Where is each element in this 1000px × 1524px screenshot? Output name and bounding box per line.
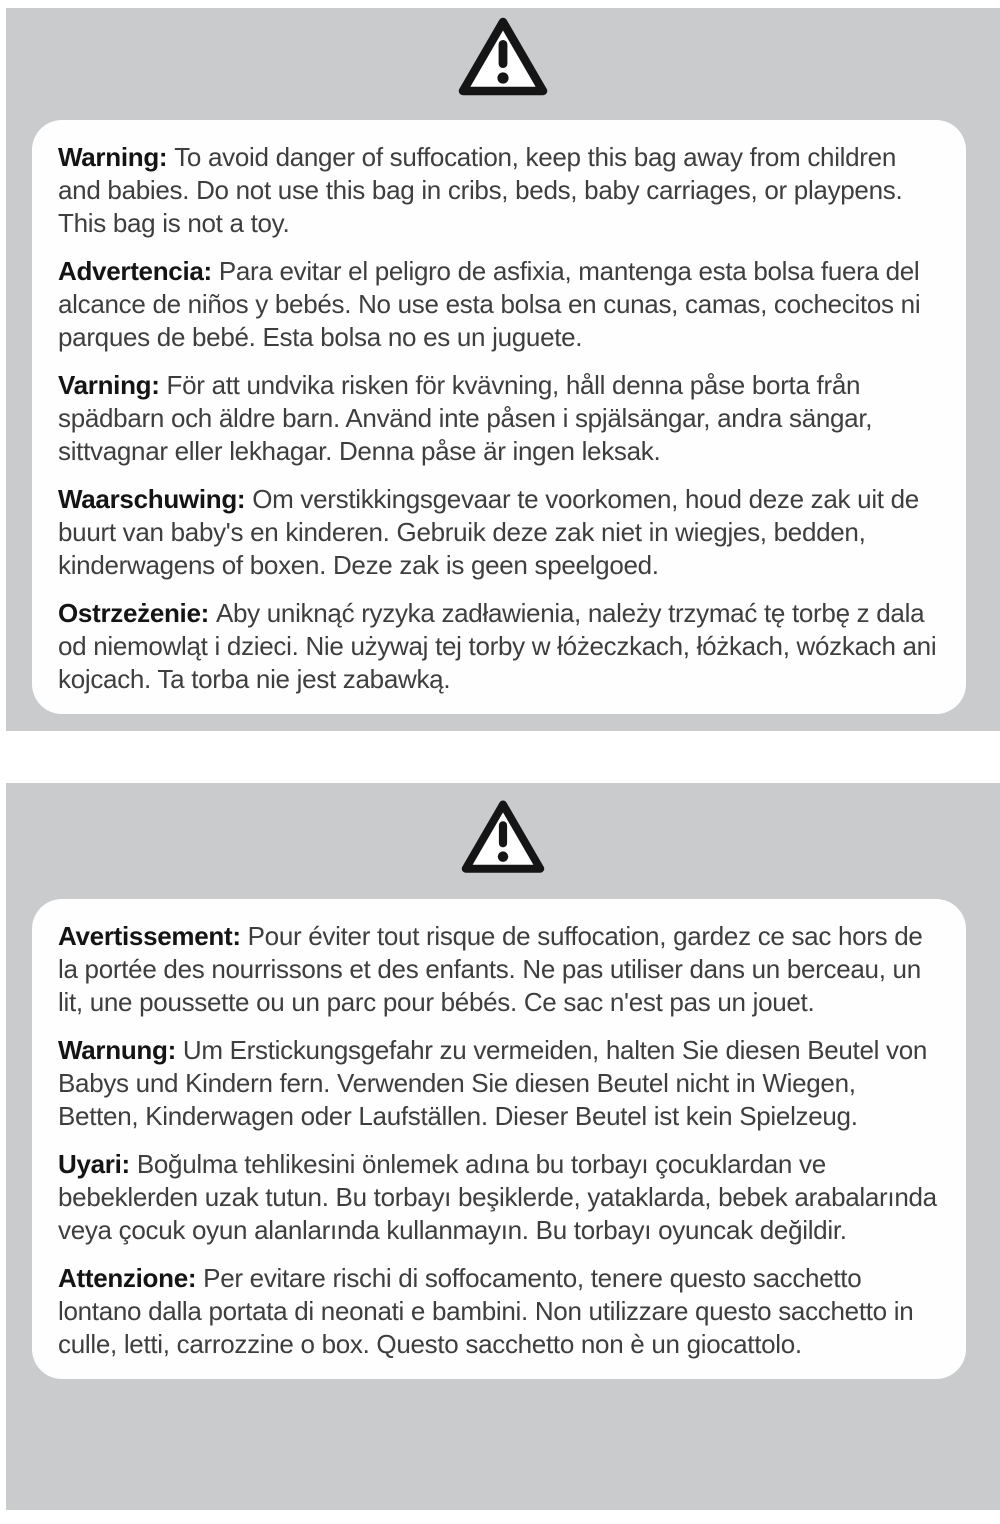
warning-paragraph-it [58, 1262, 938, 1361]
language-label-es: Advertencia: [58, 256, 219, 286]
language-label-pl: Ostrzeżenie: [58, 598, 216, 628]
warning-triangle-icon [6, 783, 1000, 891]
warning-card [32, 120, 966, 714]
language-label-nl: Waarschuwing: [58, 484, 253, 514]
warning-text-tr: Boğulma tehlikesini önlemek adına bu torbayı çocuklardan ve bebeklerden uzak tutun. Bu torbayı beşiklerde, yataklarda, bebek arabalarında veya çocuk oyun alanlarında kullanmayın. Bu torbayı oyuncak değildir. [58, 1149, 937, 1245]
warning-paragraph-nl [58, 483, 938, 582]
warning-text-nl: Om verstikkingsgevaar te voorkomen, houd deze zak uit de buurt van baby's en kinderen. Gebruik deze zak niet in wiegjes, bedden, kinderwagens of boxen. Deze zak is geen speelgoed. [58, 484, 919, 580]
warning-triangle-icon [6, 8, 1000, 108]
warning-paragraph-sv [58, 369, 938, 468]
language-label-it: Attenzione: [58, 1263, 204, 1293]
panel-divider [0, 731, 1000, 783]
language-label-de: Warnung: [58, 1035, 183, 1065]
warning-paragraph-en [58, 141, 938, 240]
warning-text-en: To avoid danger of suffocation, keep this bag away from children and babies. Do not use this bag in cribs, beds, baby carriages, or playpens. This bag is not a toy. [58, 142, 903, 238]
warning-text-sv: För att undvika risken för kvävning, håll denna påse borta från spädbarn och äldre barn. Använd inte påsen i spjälsängar, andra sängar, sittvagnar eller lekhagar. Denna påse är ingen leksak. [58, 370, 873, 466]
language-label-tr: Uyari: [58, 1149, 137, 1179]
warning-paragraph-fr [58, 920, 938, 1019]
warning-card [32, 899, 966, 1379]
warning-text-de: Um Erstickungsgefahr zu vermeiden, halten Sie diesen Beutel von Babys und Kindern fern. Verwenden Sie diesen Beutel nicht in Wiegen, Betten, Kinderwagen oder Laufställen. Dieser Beutel ist kein Spielzeug. [58, 1035, 928, 1131]
language-label-fr: Avertissement: [58, 921, 248, 951]
warning-paragraph-es [58, 255, 938, 354]
warning-panel-bottom [6, 783, 1000, 1510]
warning-paragraph-tr [58, 1148, 938, 1247]
warning-label-page [0, 8, 1000, 1524]
warning-paragraph-pl [58, 597, 938, 696]
language-label-sv: Varning: [58, 370, 167, 400]
warning-paragraph-de [58, 1034, 938, 1133]
language-label-en: Warning: [58, 142, 175, 172]
warning-panel-top [6, 8, 1000, 731]
warning-text-pl: Aby uniknąć ryzyka zadławienia, należy trzymać tę torbę z dala od niemowląt i dzieci. Nie używaj tej torby w łóżeczkach, łóżkach, wózkach ani kojcach. Ta torba nie jest zabawką. [58, 598, 937, 694]
warning-text-fr: Pour éviter tout risque de suffocation, gardez ce sac hors de la portée des nourrissons et des enfants. Ne pas utiliser dans un berceau, un lit, une poussette ou un parc pour bébés. Ce sac n'est pas un jouet. [58, 921, 923, 1017]
warning-text-it: Per evitare rischi di soffocamento, tenere questo sacchetto lontano dalla portata di neonati e bambini. Non utilizzare questo sacchetto in culle, letti, carrozzine o box. Questo sacchetto non è un giocattolo. [58, 1263, 914, 1359]
warning-text-es: Para evitar el peligro de asfixia, mantenga esta bolsa fuera del alcance de niños y bebés. No use esta bolsa en cunas, camas, cochecitos ni parques de bebé. Esta bolsa no es un juguete. [58, 256, 921, 352]
